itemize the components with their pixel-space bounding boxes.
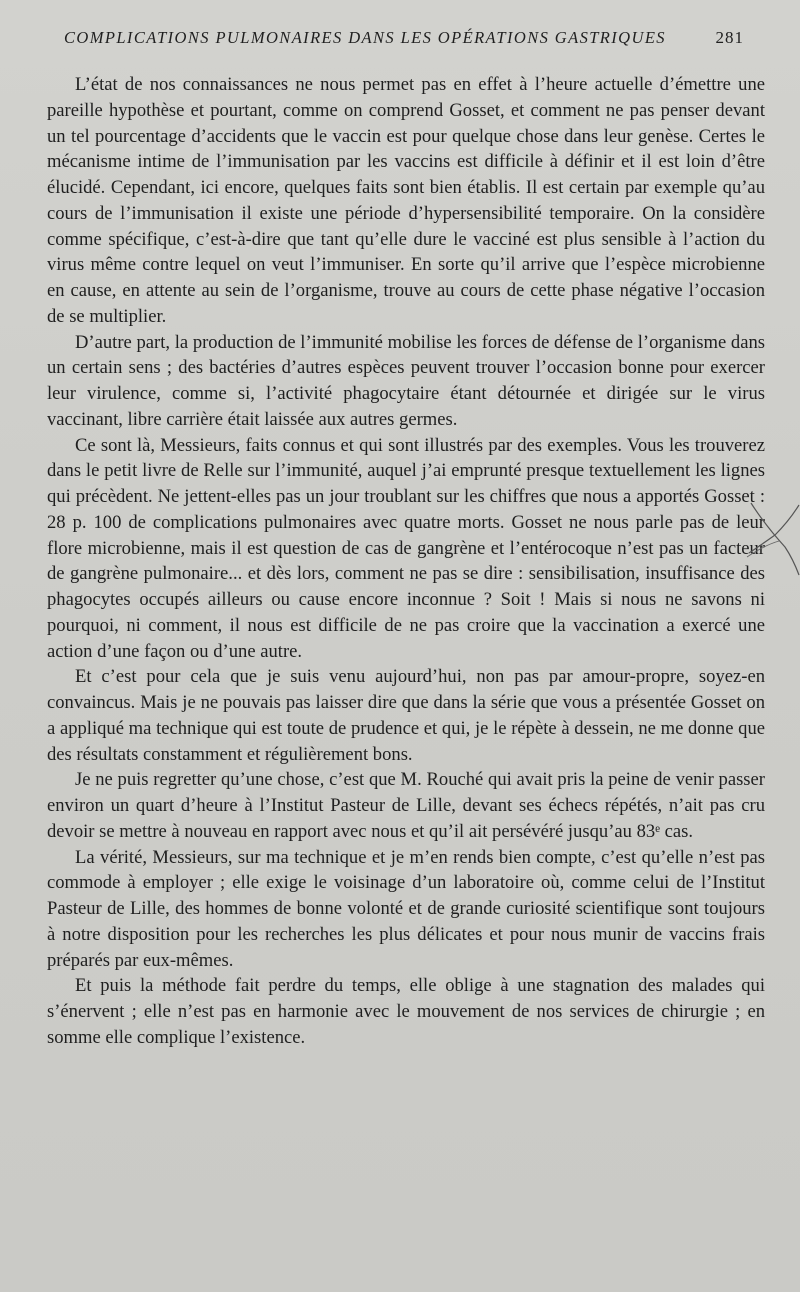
paragraph-2: D’autre part, la production de l’immunité mobilise les forces de défense de l’organisme dans un certain sens ; des bactéries d’autres espèces peuvent trouver l’occasion bonne pour exercer leur virulence, comme si, l’activité phagocytaire étant détournée et dirigée sur le virus vaccinant, libre carrière était laissée aux autres germes. [47, 331, 765, 430]
paragraph-4: Et c’est pour cela que je suis venu aujourd’hui, non pas par amour-propre, soyez-en convaincus. Mais je ne pouvais pas laisser dire que dans la série que vous a présentée Gosset on a appliqué ma technique qui est toute de prudence et qui, je le répète à dessein, ne me donne que des résultats constamment et régulièrement bons. [47, 666, 765, 765]
paragraph-6: La vérité, Messieurs, sur ma technique et je m’en rends bien compte, c’est qu’elle n’est pas commode à employer ; elle exige le voisinage d’un laboratoire où, comme celui de l’Institut Pasteur de Lille, des hommes de bonne volonté et de grande curiosité scientifique sont toujours à notre disposition pour les recherches les plus délicates et pour nous munir de vaccins frais préparés par eux-mêmes. [47, 846, 765, 971]
paragraph-7: Et puis la méthode fait perdre du temps, elle oblige à une stagnation des malades qui s’énervent ; elle n’est pas en harmonie avec le mouvement de nos services de chirurgie ; en somme elle complique l’existence. [47, 975, 765, 1048]
paragraph-3: Ce sont là, Messieurs, faits connus et qui sont illustrés par des exemples. Vous les trouverez dans le petit livre de Relle sur l’immunité, auquel j’ai emprunté presque textuellement les lignes qui précèdent. Ne jettent-elles pas un jour troublant sur les chiffres que nous a apportés Gosset : 28 p. 100 de complications pulmonaires avec quatre morts. Gosset ne nous parle pas de leur flore microbienne, mais il est question de cas de gangrène et l’entérocoque n’est pas un facteur de gangrène pulmonaire... et dès lors, comment ne pas se dire : sensibilisation, insuffisance des phagocytes occupés ailleurs ou cause encore inconnue ? Soit ! Mais si nous ne savons ni pourquoi, ni comment, il nous est difficile de ne pas croire que la vaccination a exercé une action d’une façon ou d’une autre. [47, 434, 765, 662]
paragraph-5: Je ne puis regretter qu’une chose, c’est que M. Rouché qui avait pris la peine de venir passer environ un quart d’heure à l’Institut Pasteur de Lille, devant ses échecs répétés, n’ait pas cru devoir se mettre à nouveau en rapport avec nous et qu’il ait persévéré jusqu’au 83ᵉ cas. [47, 769, 765, 842]
body-text [47, 72, 765, 1051]
running-title: COMPLICATIONS PULMONAIRES DANS LES OPÉRATIONS GASTRIQUES [64, 28, 666, 47]
pencil-cross-mark-icon [745, 495, 800, 585]
page-number: 281 [715, 28, 744, 47]
paragraph-1: L’état de nos connaissances ne nous permet pas en effet à l’heure actuelle d’émettre une pareille hypothèse et pourtant, comme on comprend Gosset, et comment ne pas penser devant un tel pourcentage d’accidents que le vaccin est pour quelque chose dans leur genèse. Certes le mécanisme intime de l’immunisation par les vaccins est difficile à définir et il est loin d’être élucidé. Cependant, ici encore, quelques faits sont bien établis. Il est certain par exemple qu’au cours de l’immunisation il existe une période d’hypersensibilité temporaire. On la considère comme spécifique, c’est-à-dire que tant qu’elle dure le vacciné est plus sensible à l’action du virus même contre lequel on veut l’immuniser. En sorte qu’il arrive que l’espèce microbienne en cause, en attente au sein de l’organisme, trouve au cours de cette phase négative l’occasion de se multiplier. [47, 74, 765, 327]
